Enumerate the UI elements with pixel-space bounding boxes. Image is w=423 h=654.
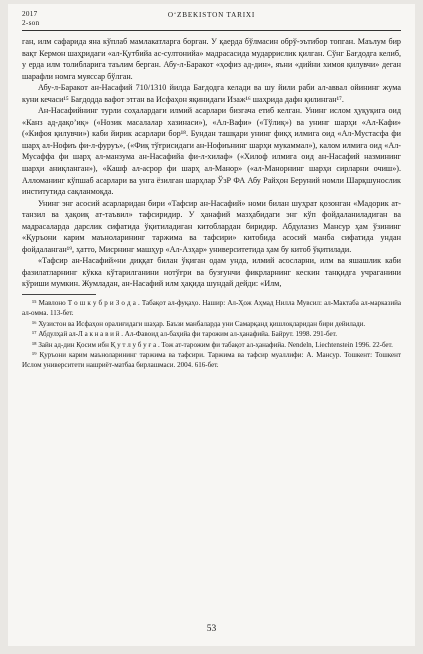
paragraph: Унинг энг асосий асарларидан бири «Тафсир ан-Насафий» номи билан шуҳрат қозонган «Мадорик ат-танзил ва ҳақоиқ ат-таъвил» тафсиридир. У ҳанафий мазҳабидаги энг кўп фойдаланиладиган ва мадрасаларда дарслик сифатида ўқитиладиган китоблардан биридир. Абдулазиз Мансур ҳам ўзининг «Қуръони карим маъноларининг таржима ва тафсири» китобида асосий манба сифатида ундан фойдаланган¹⁹, ҳатто, Мисрнинг машҳур «Ал-Азҳар» университетида ҳам бу китоб ўқитилади.	[22, 198, 401, 254]
header-issue: 2-son	[22, 19, 40, 27]
main-text	[22, 36, 401, 290]
running-header	[22, 10, 401, 31]
footnote: ¹⁶ Хузистон ва Исфаҳон оралиғидаги шаҳар. Баъзи манбаларда уни Самарқанд қишлоқларидан бири дейилади.	[32, 319, 366, 328]
paragraph: «Тафсир ан-Насафий»ни диққат билан ўқиган одам унда, илмий асосларни, илм ва яшашлик каби фазилатларнинг кўкка кўтарилганини нотўғри ва бузғунчи фикрларнинг кескин танқидга учраганини кўриши мумкин. Жумладан, ан-Насафий илм ҳақида шундай дейди: «Илм,	[22, 256, 401, 289]
footnote-separator	[22, 294, 96, 295]
paragraph: Ан-Насафийнинг турли соҳалардаги илмий асарлари бизгача етиб келган. Унинг ислом ҳуқуқига оид «Канз ад-дақо’иқ» («Нозик масалалар хазинаси»), «Ал-Вафи» («Тўлиқ») ва унинг шарҳи «Ал-Кафи» («Кифоя қилувчи») каби йирик асарлари бор¹⁸. Бундан ташқари унинг фиқҳ илмига оид «Ал-Мустасфа фи шарҳ ал-Нофиъ фи-л-фуруъ», («Фиқ тўғрисидаги ан-Нофиънинг шарҳи мукаммал»), калом илмига оид «Ал-Мусаффа фи шарҳ ал-манзума ан-Насафийа фи-л-хилаф» («Хилоф илмига оид ан-Насафий назмининг шарҳи аниқланган»), «Кашф ал-асрор фи шарҳ ал-Манор» («ал-Манорнинг шарҳи сирларни очиш»). Алломанинг кўпшаб асарлари ва унга ёзилган шарҳлар ЎзР ФА Абу Райҳон Беруний номли Шарқшунослик институтида сақланмоқда.	[22, 106, 401, 197]
footnotes	[22, 298, 401, 370]
book-page	[8, 4, 415, 646]
footnote: ¹⁹ Қуръони карим маъноларининг таржима ва тафсири. Таржима ва тафсир муаллифи: А. Мансур. Тошкент: Тошкент Ислом университети нашриёт-матбаа бирлашмаси. 2004. 616-бет.	[22, 351, 401, 370]
header-year: 2017	[22, 10, 38, 18]
header-journal-title: O‘ZBEKISTON TARIXI	[167, 11, 256, 19]
page-number: 53	[206, 624, 217, 634]
footnote: ¹⁵ Мавлоно Т о ш к у б р и З о д а . Табақот ал-фуқаҳо. Нашир: Ал-Ҳож Аҳмад Нилла Мувсил: ал-Мактаба ал-марказийа ал-омма. 113-бет.	[22, 299, 401, 318]
footnote: ¹⁸ Зайн ад-дин Қосим ибн Қ у т л у б у ғ а . Тож ат-тарожим фи табақот ал-ҳанафийа. Nendeln, Liechtenstein 1996. 22-бет.	[32, 340, 393, 349]
paragraph: Абу-л-Баракот ан-Насафий 710/1310 йилда Бағдодга келади ва шу йили раби ал-аввал ойининг жума куни кечаси¹⁵ Бағдодда вафот этган ва Исфаҳон яқинидаги Изаж¹⁶ шаҳрида дафн қилинган¹⁷.	[22, 83, 401, 104]
footnote: ¹⁷ Абдулҳай ал-Л а к н а в и й . Ал-Фавоид ал-баҳийа фи тарожим ал-ҳанафийа. Байрут. 1998. 291-бет.	[32, 330, 337, 339]
paragraph: ган, илм сафарида яна кўплаб мамлакатларга борган. У қаерда бўлмасин обрў-эътибор топган. Маълум бир вақт Кермон шаҳридаги «ал-Қутбийа ас-султонийа» мадрасасида мударрислик қилган. Сўнг Бағдодга келиб, у ерда илм толибларига таълим берган. Абу-л-Баракот «ҳофиз ад-дин», яъни «дийни химоя қилувчи» деган шарафли номга муяссар бўлган.	[22, 37, 401, 81]
